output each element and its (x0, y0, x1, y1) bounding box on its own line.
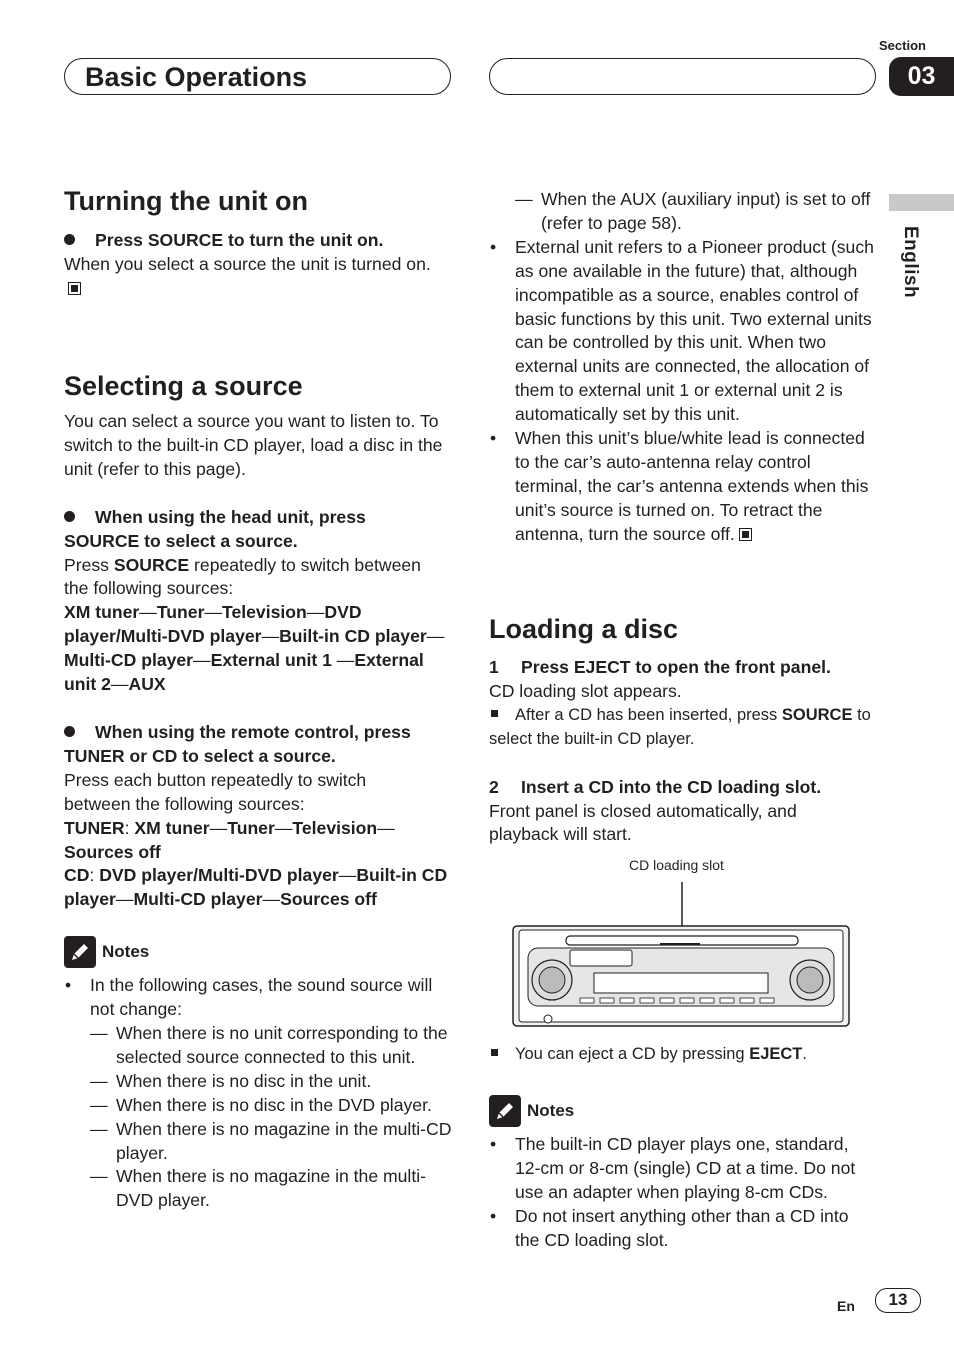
note-square-icon (491, 1049, 498, 1056)
header-title-box (64, 58, 451, 95)
loading-notes: You can eject a CD by pressing EJECT. Notes • The built-in CD player plays one, standard, 12-cm or 8-cm (single) CD at a time. Do not use an adapter when playing 8-cm CDs. • Do not insert anything other than a CD into the CD loading slot. (489, 1043, 874, 1252)
notes-title: Notes (527, 1100, 575, 1120)
header-blank-box (489, 58, 876, 95)
heading-turning-on: Turning the unit on (64, 186, 308, 216)
remote-step-line1: When using the remote control, press (95, 721, 411, 742)
case-item: — When there is no magazine in the multi-CD player. (90, 1118, 452, 1166)
footer-lang: En (837, 1298, 855, 1314)
notes-title: Notes (102, 942, 150, 962)
case-item: — When there is no unit corresponding to the selected source connected to this unit. (90, 1022, 452, 1070)
note-item: • Do not insert anything other than a CD into the CD loading slot. (489, 1205, 874, 1253)
selecting-intro: You can select a source you want to listen to. To switch to the built-in CD player, load a disc in the unit (refer to this page). (64, 411, 443, 479)
note-square-icon (491, 710, 498, 717)
bullet-dot-icon (64, 511, 75, 522)
turning-on-desc: When you select a source the unit is turned on. (64, 253, 431, 274)
end-mark-icon (739, 528, 752, 541)
bullet-dot-icon (64, 726, 75, 737)
notes-header (64, 936, 452, 968)
note-item: • When this unit’s blue/white lead is connected to the car’s auto-antenna relay control terminal, the car’s antenna extends when this unit’s source is turned on. To retract the antenna, turn the source off. (489, 427, 879, 547)
note-item: • External unit refers to a Pioneer product (such as one available in the future) that, although incompatible as a source, enables control of basic functions by this unit. Two external units can be controlled by this unit. When two external units are connected, the allocation of them to external unit 1 or external unit 2 is automatically set by this unit. (489, 236, 879, 427)
turning-on-body (64, 229, 452, 301)
page-number: 13 (875, 1288, 921, 1313)
end-mark-icon (68, 282, 81, 295)
page-title: Basic Operations (85, 62, 308, 92)
step-number: 2 (489, 776, 499, 797)
cases-list (90, 1022, 452, 1213)
cd-sources: CD: DVD player/Multi-DVD player—Built-in CD player—Multi-CD player—Sources off (64, 865, 448, 910)
press-post: repeatedly to switch between the following sources: (64, 554, 421, 599)
head-unit-sources: XM tuner—Tuner—Television—DVD player/Multi-DVD player—Built-in CD player—Multi-CD player—External unit 1 —External unit 2—AUX (64, 602, 445, 695)
case-item: — When there is no magazine in the multi-DVD player. (90, 1165, 452, 1213)
step1-desc: CD loading slot appears. (489, 680, 682, 701)
section-number: 03 (889, 57, 954, 96)
cases-list (515, 188, 879, 236)
press-key: SOURCE (113, 554, 190, 575)
heading-selecting-source: Selecting a source (64, 371, 303, 401)
selecting-body (64, 410, 452, 1213)
tuner-sources: TUNER: XM tuner—Tuner—Television— Sources off (64, 817, 395, 862)
language-label: English (900, 226, 921, 299)
notes-header (489, 1095, 874, 1127)
section-label: Section (879, 38, 926, 53)
notes-list (64, 974, 452, 1213)
figure-label: CD loading slot (629, 857, 724, 873)
step-number: 1 (489, 657, 499, 677)
step2-desc: Front panel is closed automatically, and playback will start. (489, 800, 797, 845)
pencil-icon (489, 1095, 521, 1127)
notes-list-continued (489, 188, 879, 547)
remote-desc: Press each button repeatedly to switch between the following sources: (64, 769, 367, 814)
step2-text: Insert a CD into the CD loading slot. (521, 776, 822, 797)
case-item: — When there is no disc in the unit. (90, 1070, 452, 1094)
right-notes-continued (489, 188, 879, 547)
case-item: — When there is no disc in the DVD player. (90, 1094, 452, 1118)
turning-on-step: Press SOURCE to turn the unit on. (95, 230, 384, 250)
bullet-dot-icon (64, 234, 75, 245)
step1-text: Press EJECT to open the front panel. (521, 657, 831, 677)
language-tab (889, 194, 954, 211)
case-item: — When the AUX (auxiliary input) is set to off (refer to page 58). (515, 188, 879, 236)
head-unit-illustration (510, 878, 854, 1030)
heading-loading-disc: Loading a disc (489, 614, 679, 644)
press-pre: Press (64, 554, 114, 575)
pencil-icon (64, 936, 96, 968)
head-unit-step-line2: SOURCE to select a source. (64, 530, 298, 551)
note-item (489, 188, 879, 236)
head-unit-step-line1: When using the head unit, press (95, 506, 366, 527)
note-item: • In the following cases, the sound source will not change: — When there is no unit corresponding to the selected source connected to this unit. — When there is no disc in the unit. — When there is no disc in the DVD player. — When there is no magazine in the multi-CD player. — When there is no magazine in the multi-DVD player. (64, 974, 452, 1213)
remote-step-line2: TUNER or CD to select a source. (64, 745, 336, 766)
note-item: • The built-in CD player plays one, standard, 12-cm or 8-cm (single) CD at a time. Do not use an adapter when playing 8-cm CDs. (489, 1133, 874, 1205)
loading-body: 1 Press EJECT to open the front panel. CD loading slot appears. After a CD has been inserted, press SOURCE to select the built-in CD player. 2 Insert a CD into the CD loading slot. Front panel is closed automatically, and playback will start. (489, 656, 874, 847)
notes-list (489, 1133, 874, 1253)
